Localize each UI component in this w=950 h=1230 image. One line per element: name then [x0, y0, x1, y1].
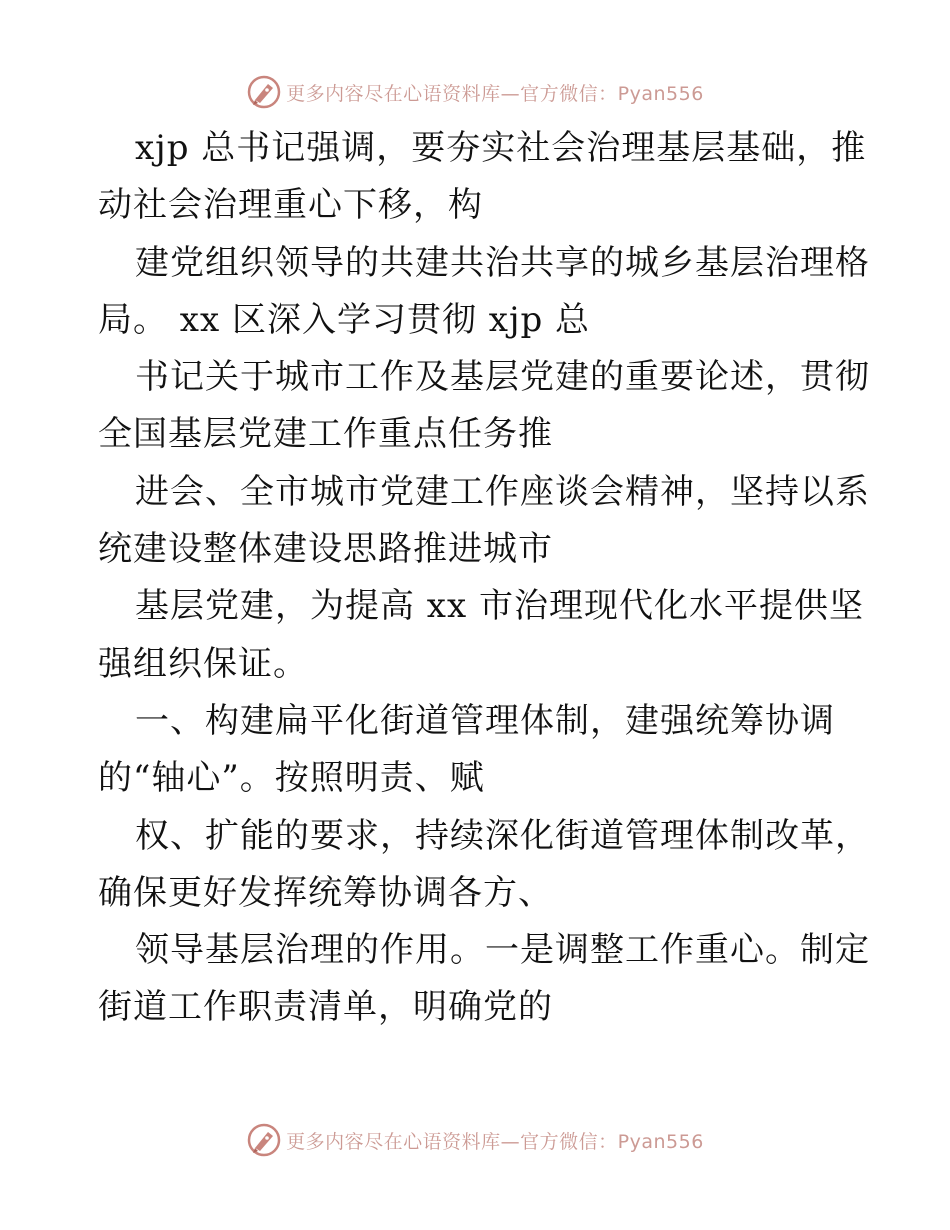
pen-nib-logo-icon — [246, 1122, 282, 1158]
watermark-header — [0, 72, 950, 112]
text-line: 领导基层治理的作用。一是调整工作重心。制定 — [135, 930, 870, 971]
watermark-footer — [0, 1120, 950, 1160]
text-line: 一、构建扁平化街道管理体制，建强统筹协调 — [135, 700, 835, 741]
watermark-text: 更多内容尽在心语资料库—官方微信：Pyan556 — [286, 1130, 704, 1153]
text-line: 进会、全市城市党建工作座谈会精神，坚持以系 — [135, 471, 870, 512]
text-line: 确保更好发挥统筹协调各方、 — [98, 872, 553, 913]
text-line: 街道工作职责清单，明确党的 — [98, 987, 553, 1028]
text-line: xjp 总书记强调，要夯实社会治理基层基础，推 — [135, 128, 867, 168]
text-line: 全国基层党建工作重点任务推 — [98, 414, 553, 455]
text-line: 基层党建，为提高 xx 市治理现代化水平提供坚 — [135, 586, 864, 627]
text-line: 权、扩能的要求，持续深化街道管理体制改革， — [135, 815, 870, 856]
watermark-text: 更多内容尽在心语资料库—官方微信：Pyan556 — [286, 82, 704, 105]
text-line: 强组织保证。 — [98, 643, 308, 684]
document-body — [98, 120, 870, 1037]
text-line: 动社会治理重心下移，构 — [98, 185, 483, 226]
pen-nib-logo-icon — [246, 74, 282, 110]
text-line: 建党组织领导的共建共治共享的城乡基层治理格 — [135, 242, 870, 283]
text-line: 的“轴心”。按照明责、赋 — [98, 758, 485, 799]
text-line: 统建设整体建设思路推进城市 — [98, 529, 553, 570]
text-line: 局。 xx 区深入学习贯彻 xjp 总 — [98, 299, 591, 340]
text-line: 书记关于城市工作及基层党建的重要论述，贯彻 — [135, 357, 870, 398]
